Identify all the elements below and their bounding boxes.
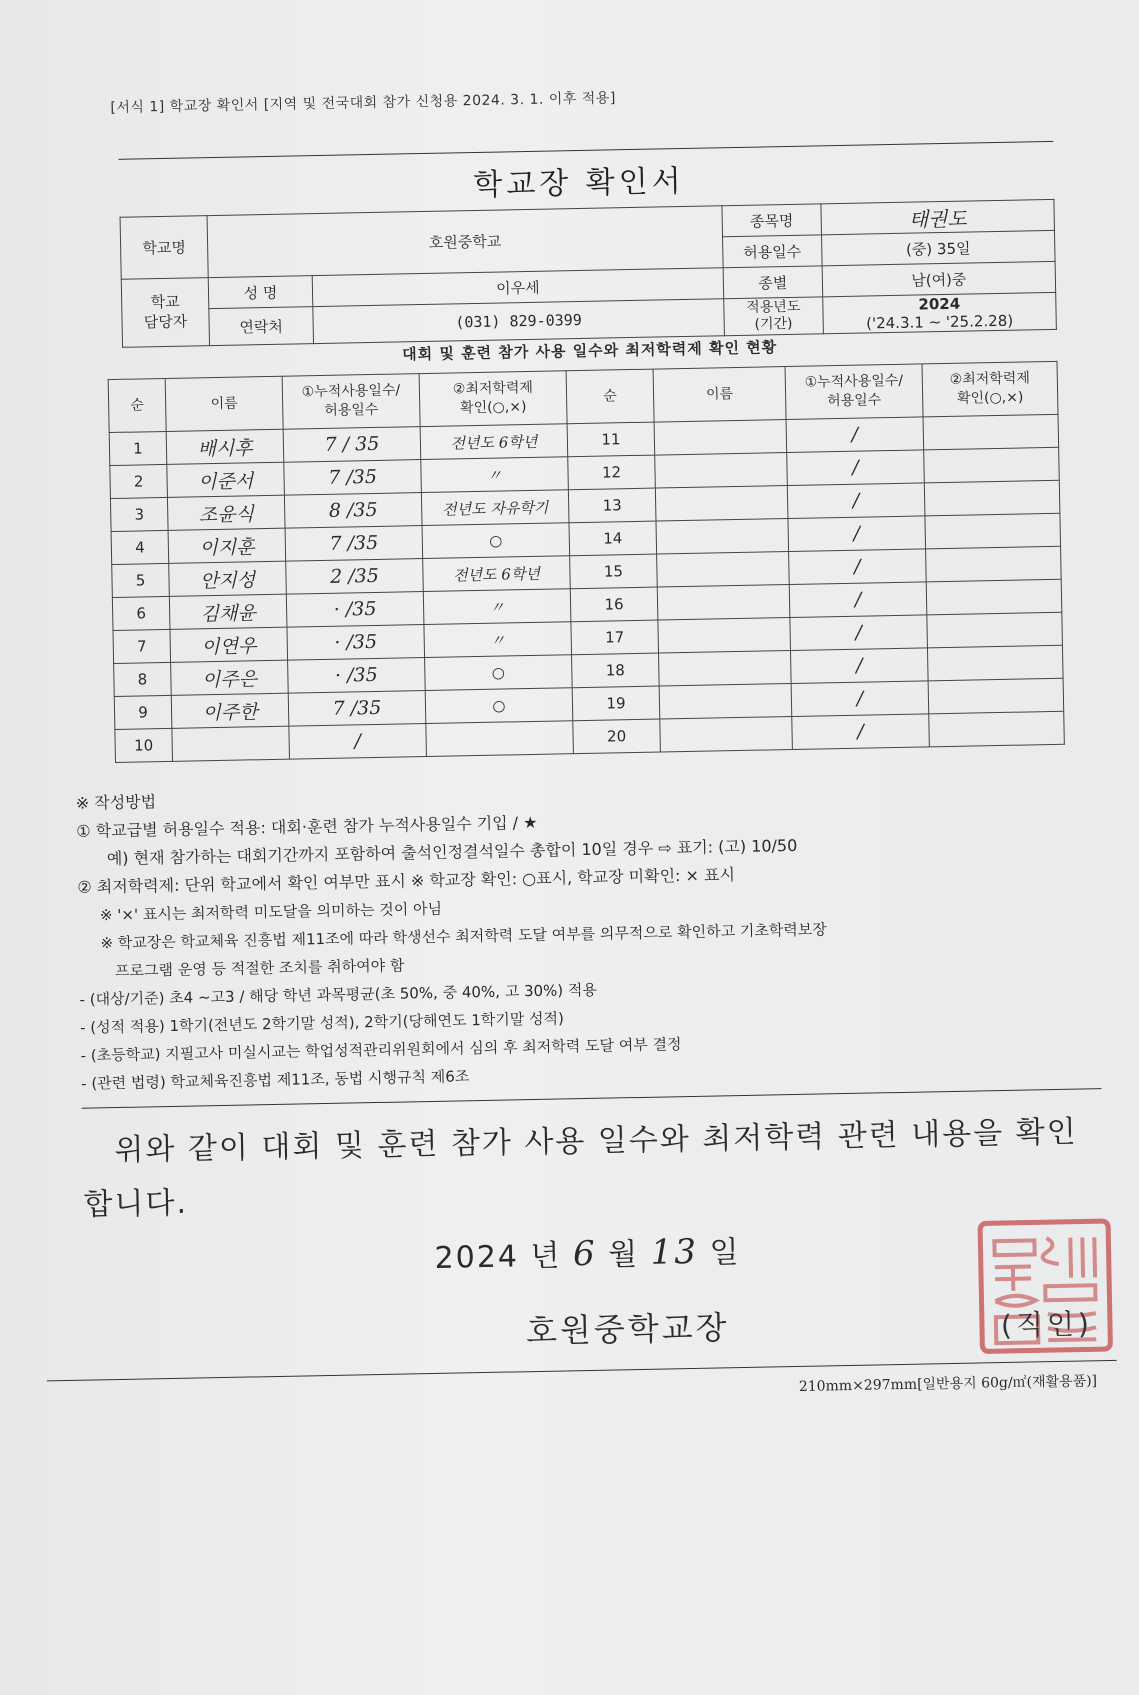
min-academic-check (928, 678, 1064, 714)
used-days: · /35 (286, 592, 424, 628)
header-used-right: ①누적사용일수/ 허용일수 (785, 364, 923, 420)
note-2b: ※ 학교장은 학교체육 진흥법 제11조에 따라 학생선수 최저학력 도달 여부를 의무적으로 확인하고 기초학력보장 (100, 920, 827, 953)
header-min-left: ②최저학력제 확인(○,×) (419, 371, 567, 427)
notes-heading: ※ 작성방법 (75, 792, 157, 813)
school-label: 학교명 (120, 216, 208, 280)
min-academic-check (925, 513, 1061, 549)
used-days: / (792, 714, 930, 750)
row-number: 20 (573, 719, 661, 754)
detail-1: - (대상/기준) 초4 ~고3 / 해당 학년 과목평균(초 50%, 중 40%, 고 30%) 적용 (79, 980, 598, 1009)
min-academic-check: 전년도 6학년 (423, 556, 571, 592)
header-name-right: 이름 (653, 367, 786, 423)
year-cell (823, 292, 1057, 333)
note-2a: ※ '×' 표시는 최저학력 미도달을 의미하는 것이 아님 (99, 899, 443, 925)
athlete-name (656, 519, 789, 555)
row-number: 8 (114, 662, 172, 696)
instructions (76, 770, 1112, 1098)
used-days: 7 /35 (285, 526, 423, 562)
used-days: / (790, 615, 928, 651)
header-no-right: 순 (566, 369, 654, 424)
row-number: 11 (567, 422, 655, 457)
confirmation-text (82, 1105, 1114, 1233)
athlete-name: 김채윤 (169, 594, 287, 629)
page-title: 학교장 확인서 (472, 163, 686, 204)
used-days: / (788, 516, 926, 552)
used-days: 7 /35 (284, 460, 422, 496)
min-academic-check: 전년도 자유학기 (421, 490, 569, 526)
date-year-unit: 년 (530, 1238, 562, 1275)
section-title: 대회 및 훈련 참가 사용 일수와 최저학력제 확인 현황 (402, 338, 778, 364)
athlete-name (657, 585, 790, 621)
used-days: / (786, 417, 924, 453)
allowed-days-value: (중) 35일 (821, 230, 1055, 265)
sport-label: 종목명 (722, 204, 822, 237)
min-academic-check: ○ (425, 655, 573, 691)
note-2: ② 최저학력제: 단위 학교에서 확인 여부만 표시 ※ 학교장 확인: ○표시, 학교장 미확인: × 표시 (77, 865, 736, 897)
year-value: 2024 (918, 294, 961, 314)
date-year: 2024 (434, 1239, 520, 1276)
min-academic-check (929, 711, 1065, 747)
used-days: / (787, 483, 925, 519)
athlete-name: 조윤식 (167, 495, 285, 530)
min-academic-check: ○ (422, 523, 570, 559)
row-number: 13 (568, 488, 656, 523)
used-days: 2 /35 (286, 559, 424, 595)
row-number: 15 (570, 554, 658, 589)
min-academic-check (926, 546, 1062, 582)
allowed-days-label: 허용일수 (722, 235, 822, 268)
athlete-name: 이주한 (171, 693, 289, 728)
row-number: 17 (571, 620, 659, 655)
min-academic-check (923, 414, 1059, 450)
athlete-name (654, 420, 787, 456)
min-academic-check (924, 447, 1060, 483)
athlete-name: 이준서 (167, 462, 285, 497)
used-days: · /35 (288, 658, 426, 694)
date-month-unit: 월 (607, 1237, 640, 1273)
used-days: 7 / 35 (283, 427, 421, 463)
used-days: · /35 (287, 625, 425, 661)
row-number: 10 (115, 728, 173, 762)
row-number: 3 (110, 497, 168, 531)
min-academic-check: 전년도 6학년 (420, 424, 568, 460)
manager-name: 이우세 (312, 268, 723, 307)
min-academic-check: 〃 (424, 622, 572, 658)
sport-value: 태권도 (821, 199, 1055, 234)
roster-table (108, 361, 1065, 763)
row-number: 12 (568, 455, 656, 490)
school-name: 호원중학교 (207, 206, 723, 278)
athlete-name (655, 486, 788, 522)
used-days: / (289, 724, 427, 760)
name-label: 성 명 (208, 276, 313, 309)
athlete-name (659, 684, 792, 720)
row-number: 4 (111, 530, 169, 564)
used-days: / (789, 582, 927, 618)
gender-value: 남(여)중 (822, 261, 1056, 296)
min-academic-check: 〃 (421, 457, 569, 493)
row-number: 14 (569, 521, 657, 556)
athlete-name: 안지성 (169, 561, 287, 596)
row-number: 6 (112, 596, 170, 630)
row-number: 2 (110, 464, 168, 498)
header-name-left: 이름 (165, 376, 283, 431)
used-days: / (791, 681, 929, 717)
row-number: 1 (109, 431, 167, 465)
principal-title: 호원중학교장 (525, 1308, 730, 1351)
used-days: / (789, 549, 927, 585)
min-academic-check: ○ (425, 688, 573, 724)
min-academic-check (927, 612, 1063, 648)
min-academic-check (426, 721, 574, 757)
row-number: 5 (112, 563, 170, 597)
date-month: 6 (572, 1233, 598, 1275)
min-academic-check (924, 480, 1060, 516)
athlete-name: 이연우 (170, 627, 288, 662)
min-academic-check: 〃 (423, 589, 571, 625)
athlete-name: 이지훈 (168, 528, 286, 563)
header-used-left: ①누적사용일수/ 허용일수 (282, 374, 420, 430)
row-number: 19 (572, 686, 660, 721)
header-no-left: 순 (108, 378, 166, 432)
min-academic-check (927, 645, 1063, 681)
contact-value: (031) 829-0399 (313, 299, 725, 344)
athlete-name (658, 618, 791, 654)
confirm-line-2: 합니다. (83, 1185, 189, 1223)
athlete-name (659, 651, 792, 687)
school-info-table (120, 199, 1057, 348)
note-1-example: 예) 현재 참가하는 대회기간까지 포함하여 출석인정결석일수 총합이 10일 경우 ⇨ 표기: (고) 10/50 (106, 835, 798, 869)
date-day: 13 (650, 1231, 699, 1273)
manager-label: 학교 담당자 (121, 278, 209, 348)
athlete-name: 이주은 (171, 660, 289, 695)
athlete-name: 배시후 (166, 429, 284, 464)
athlete-name (655, 453, 788, 489)
athlete-name (657, 552, 790, 588)
row-number: 9 (114, 695, 172, 729)
date-day-unit: 일 (709, 1235, 741, 1271)
used-days: / (790, 648, 928, 684)
min-academic-check (926, 579, 1062, 615)
detail-3: - (초등학교) 지필고사 미실시교는 학업성적관리위원회에서 심의 후 최저학력 도달 여부 결정 (80, 1035, 682, 1065)
contact-label: 연락처 (209, 307, 314, 346)
used-days: 7 /35 (288, 691, 426, 727)
used-days: / (787, 450, 925, 486)
note-2b-cont: 프로그램 운영 등 적절한 조치를 취하여야 함 (114, 956, 405, 981)
athlete-name (172, 726, 290, 761)
confirm-line-1: 위와 같이 대회 및 훈련 참가 사용 일수와 최저학력 관련 내용을 확인 (114, 1114, 1078, 1169)
year-label: 적용년도 (기간) (724, 297, 824, 336)
row-number: 7 (113, 629, 171, 663)
gender-label: 종별 (723, 266, 823, 299)
used-days: 8 /35 (284, 493, 422, 529)
form-body (62, 70, 1098, 1395)
year-period: ('24.3.1 ~ '25.2.28) (865, 311, 1014, 333)
row-number: 16 (570, 587, 658, 622)
seal-label: (직인) (1000, 1307, 1094, 1343)
row-number: 18 (572, 653, 660, 688)
form-header-note: [서식 1] 학교장 확인서 [지역 및 전국대회 참가 신청용 2024. 3. 1. 이후 적용] (110, 90, 616, 116)
header-min-right: ②최저학력제 확인(○,×) (922, 361, 1058, 417)
athlete-name (660, 716, 793, 752)
issue-date (434, 1227, 741, 1277)
detail-4: - (관련 법령) 학교체육진흥법 제11조, 동법 시행규칙 제6조 (81, 1067, 470, 1093)
detail-2: - (성적 적용) 1학기(전년도 2학기말 성적), 2학기(당해연도 1학기말 성적) (79, 1009, 565, 1037)
note-1: ① 학교급별 허용일수 적용: 대회·훈련 참가 누적사용일수 기입 / ★ (76, 812, 538, 841)
paper-spec-footer: 210mm×297mm[일반용지 60g/㎡(재활용품)] (798, 1373, 1098, 1395)
